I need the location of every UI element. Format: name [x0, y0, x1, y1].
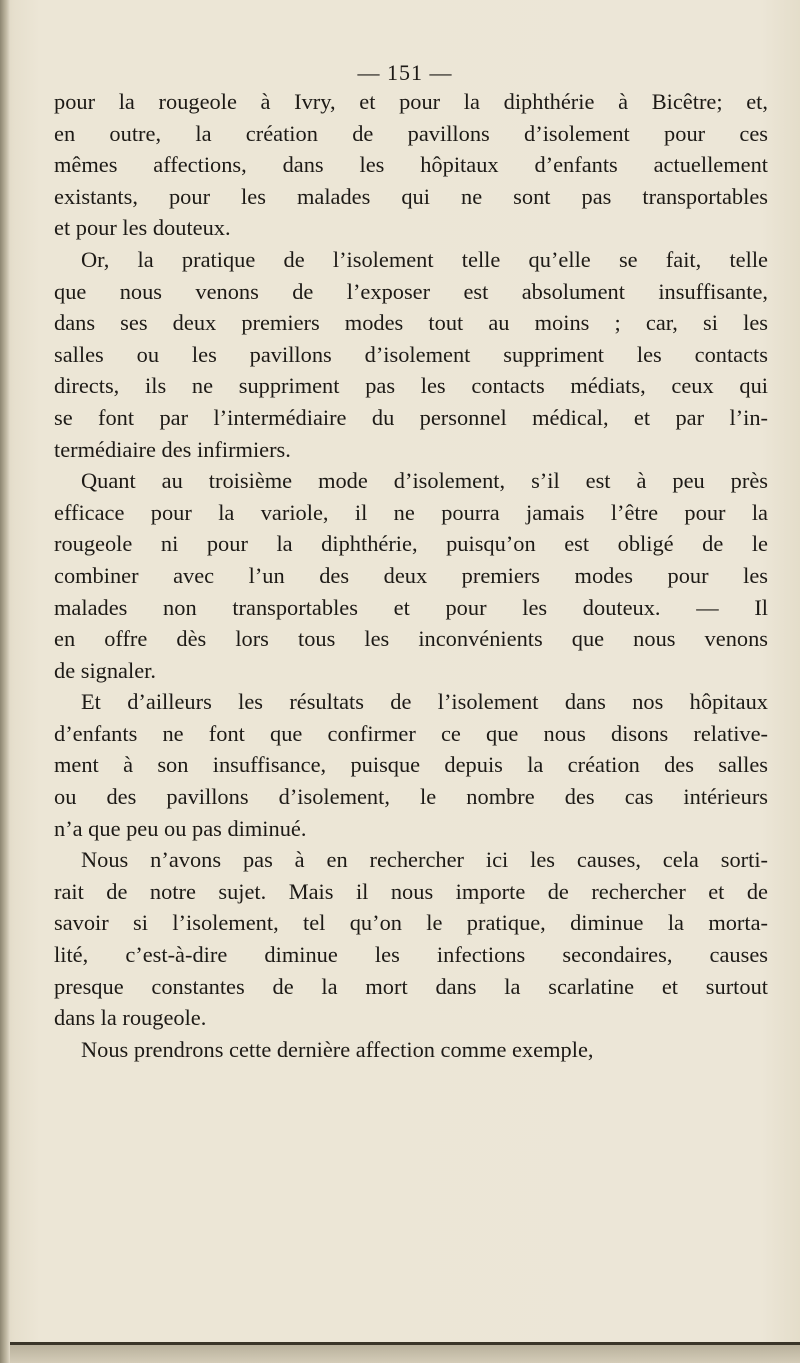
text-line: ou des pavillons d’isolement, le nombre des cas intérieurs: [54, 784, 768, 810]
text-line: Quant au troisième mode d’isolement, s’il est à peu près: [81, 468, 768, 494]
text-line: efficace pour la variole, il ne pourra jamais l’être pour la: [54, 499, 768, 525]
text-line: dans la rougeole.: [54, 1005, 207, 1031]
text-line: directs, ils ne suppriment pas les contacts médiats, ceux qui: [54, 373, 768, 399]
binding-edge: [0, 0, 10, 1363]
text-line: termédiaire des infirmiers.: [54, 436, 291, 462]
text-line: de signaler.: [54, 657, 156, 683]
bottom-page-shadow: [10, 1345, 800, 1363]
text-line: rougeole ni pour la diphthérie, puisqu’on est obligé de le: [54, 531, 768, 557]
page-number: — 151 —: [357, 60, 453, 85]
text-line: malades non transportables et pour les douteux. — Il: [54, 594, 768, 620]
text-line: presque constantes de la mort dans la scarlatine et surtout: [54, 973, 768, 999]
text-line: en outre, la création de pavillons d’isolement pour ces: [54, 120, 768, 146]
text-line: ment à son insuffisance, puisque depuis la création des salles: [54, 752, 768, 778]
text-line: savoir si l’isolement, tel qu’on le pratique, diminue la morta-: [54, 910, 768, 936]
text-line: n’a que peu ou pas diminué.: [54, 815, 307, 841]
text-line: pour la rougeole à Ivry, et pour la diphthérie à Bicêtre; et,: [54, 89, 768, 114]
text-line: que nous venons de l’exposer est absolument insuffisante,: [54, 278, 768, 304]
text-line: dans ses deux premiers modes tout au moins ; car, si les: [54, 310, 768, 336]
text-line: et pour les douteux.: [54, 215, 231, 241]
text-line: se font par l’intermédiaire du personnel médical, et par l’in-: [54, 404, 768, 430]
text-line: salles ou les pavillons d’isolement suppriment les contacts: [54, 341, 768, 367]
text-line: d’enfants ne font que confirmer ce que nous disons relative-: [54, 720, 768, 746]
text-line: Nous prendrons cette dernière affection comme exemple,: [81, 1036, 594, 1062]
body-text: [54, 86, 768, 1065]
text-line: mêmes affections, dans les hôpitaux d’enfants actuellement: [54, 152, 768, 178]
text-line: existants, pour les malades qui ne sont pas transportables: [54, 183, 768, 209]
text-line: combiner avec l’un des deux premiers modes pour les: [54, 562, 768, 588]
text-line: en offre dès lors tous les inconvénients que nous venons: [54, 626, 768, 652]
text-line: Nous n’avons pas à en rechercher ici les causes, cela sorti-: [81, 847, 768, 873]
text-line: rait de notre sujet. Mais il nous importe de rechercher et de: [54, 878, 768, 904]
text-line: Et d’ailleurs les résultats de l’isolement dans nos hôpitaux: [81, 689, 768, 715]
text-line: Or, la pratique de l’isolement telle qu’elle se fait, telle: [81, 246, 768, 272]
text-line: lité, c’est-à-dire diminue les infections secondaires, causes: [54, 942, 768, 968]
